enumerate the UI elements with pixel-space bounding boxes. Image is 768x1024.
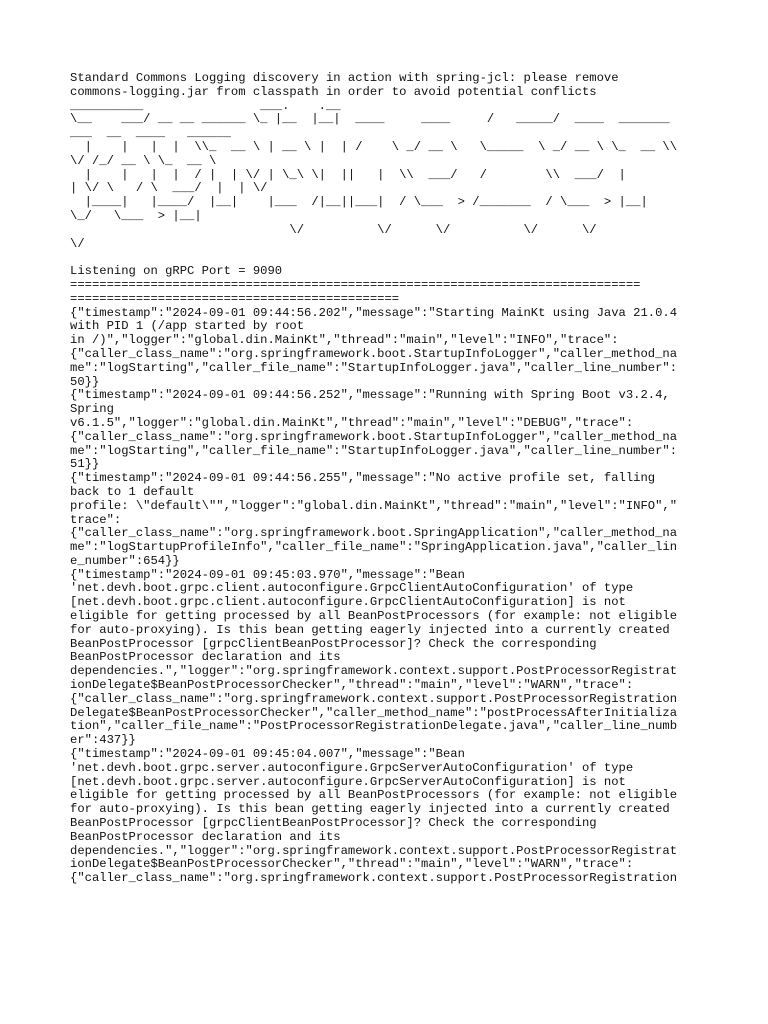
log-line: \/ /_/ __ \ \_ __ \ [70, 153, 217, 168]
log-line: me":"logStartupProfileInfo","caller_file_name":"SpringApplication.java","caller_lin [70, 540, 678, 555]
log-line: {"caller_class_name":"org.springframework.context.support.PostProcessorRegistration [70, 691, 678, 706]
log-line: 'net.devh.boot.grpc.server.autoconfigure.GrpcServerAutoConfiguration' of type [70, 760, 634, 775]
log-line: Listening on gRPC Port = 9090 [70, 264, 283, 279]
log-line: eligible for getting processed by all BeanPostProcessors (for example: not eligible [70, 788, 678, 803]
log-line: 'net.devh.boot.grpc.client.autoconfigure.GrpcClientAutoConfiguration' of type [70, 581, 634, 596]
log-line: 50}} [70, 374, 100, 389]
log-line: Spring [70, 402, 114, 417]
log-line: {"timestamp":"2024-09-01 09:44:56.255","message":"No active profile set, falling [70, 471, 656, 486]
log-line: {"caller_class_name":"org.springframework.boot.StartupInfoLogger","caller_method_na [70, 346, 678, 361]
log-line: profile: \"default\"","logger":"global.din.MainKt","thread":"main","level":"INFO"," [70, 498, 678, 513]
log-line: e_number":654}} [70, 553, 180, 568]
log-line: me":"logStarting","caller_file_name":"StartupInfoLogger.java","caller_line_number": [70, 360, 678, 375]
log-line: v6.1.5","logger":"global.din.MainKt","thread":"main","level":"DEBUG","trace": [70, 415, 634, 430]
log-line: {"caller_class_name":"org.springframework.context.support.PostProcessorRegistration [70, 871, 678, 886]
log-line: er":437}} [70, 733, 136, 748]
log-line: {"timestamp":"2024-09-01 09:45:03.970","message":"Bean [70, 567, 465, 582]
log-line: ionDelegate$BeanPostProcessorChecker","thread":"main","level":"WARN","trace": [70, 678, 634, 693]
log-line: tion","caller_file_name":"PostProcessorRegistrationDelegate.java","caller_line_numb [70, 719, 678, 734]
log-line: {"timestamp":"2024-09-01 09:44:56.202","message":"Starting MainKt using Java 21.0.4 [70, 305, 678, 320]
log-line: {"timestamp":"2024-09-01 09:44:56.252","message":"Running with Spring Boot v3.2.4, [70, 388, 670, 403]
log-line: {"timestamp":"2024-09-01 09:45:04.007","message":"Bean [70, 747, 465, 762]
log-line: me":"logStarting","caller_file_name":"StartupInfoLogger.java","caller_line_number": [70, 443, 678, 458]
log-line: | \/ \ / \ ___/ | | \/ [70, 181, 268, 196]
log-line: back to 1 default [70, 484, 195, 499]
log-line: Delegate$BeanPostProcessorChecker","caller_method_name":"postProcessAfterInitializa [70, 705, 678, 720]
log-line: ============================================================================== [70, 277, 641, 292]
log-line: with PID 1 (/app started by root [70, 319, 305, 334]
log-line: \__ ___/ __ __ ______ \_ |__ |__| ____ ____ / _____/ ____ _______ [70, 112, 670, 127]
log-line: ___ __ ____ ______ [70, 126, 231, 141]
log-line: 51}} [70, 457, 100, 472]
log-line: [net.devh.boot.grpc.client.autoconfigure.GrpcClientAutoConfiguration] is not [70, 595, 626, 610]
log-line: in /)","logger":"global.din.MainKt","thread":"main","level":"INFO","trace": [70, 333, 619, 348]
log-output [70, 72, 698, 886]
log-line: dependencies.","logger":"org.springframework.context.support.PostProcessorRegistrat [70, 664, 678, 679]
log-line: BeanPostProcessor declaration and its [70, 650, 341, 665]
log-line: dependencies.","logger":"org.springframework.context.support.PostProcessorRegistrat [70, 843, 678, 858]
log-line: Standard Commons Logging discovery in action with spring-jcl: please remove [70, 71, 619, 85]
log-line: BeanPostProcessor [grpcClientBeanPostProcessor]? Check the corresponding [70, 636, 597, 651]
log-line: {"caller_class_name":"org.springframework.boot.StartupInfoLogger","caller_method_na [70, 429, 678, 444]
log-line: BeanPostProcessor [grpcClientBeanPostProcessor]? Check the corresponding [70, 816, 597, 831]
log-line: ionDelegate$BeanPostProcessorChecker","thread":"main","level":"WARN","trace": [70, 857, 634, 872]
log-line: eligible for getting processed by all BeanPostProcessors (for example: not eligible [70, 609, 678, 624]
log-line: trace": [70, 512, 122, 527]
log-line: __________ ___. .__ [70, 98, 341, 113]
log-line: [net.devh.boot.grpc.server.autoconfigure.GrpcServerAutoConfiguration] is not [70, 774, 626, 789]
log-line: \_/ \___ > |__| [70, 208, 202, 223]
log-line: |____| |____/ |__| |___ /|__||___| / \___ > /_______ / \___ > |__| [70, 195, 648, 210]
log-line: | | | | \\_ __ \ | __ \ | | / \ _/ __ \ \_____ \ _/ __ \ \_ __ \\ [70, 139, 678, 154]
log-line: for auto-proxying). Is this bean getting eagerly injected into a currently created [70, 622, 670, 637]
log-line: \/ [70, 236, 85, 251]
log-line: \/ \/ \/ \/ \/ [70, 222, 597, 237]
log-line: for auto-proxying). Is this bean getting eagerly injected into a currently created [70, 802, 670, 817]
log-line: {"caller_class_name":"org.springframework.boot.SpringApplication","caller_method_na [70, 526, 678, 541]
log-line: commons-logging.jar from classpath in order to avoid potential conflicts [70, 84, 597, 99]
log-line: ============================================= [70, 291, 400, 306]
log-line: BeanPostProcessor declaration and its [70, 829, 341, 844]
log-line: | | | | / | | \/ | \_\ \| || | \\ ___/ / \\ ___/ | [70, 167, 626, 182]
log-line [70, 251, 698, 265]
